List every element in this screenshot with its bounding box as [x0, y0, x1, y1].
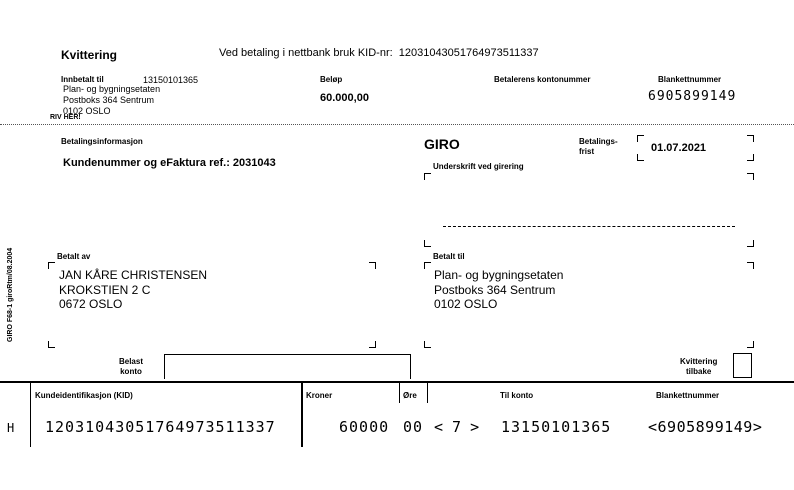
address-line: JAN KÅRE CHRISTENSEN [59, 268, 208, 282]
form-number-label: Blankettnummer [658, 75, 722, 84]
amount-label: Beløp [320, 75, 343, 84]
kid-label: Kundeidentifikasjon (KID) [35, 391, 133, 400]
paid-to-address [434, 268, 563, 312]
form-number-value: 6905899149 [648, 89, 737, 104]
kid-instruction [219, 47, 539, 59]
column-divider [399, 381, 400, 403]
address-line: KROKSTIEN 2 C [59, 282, 151, 297]
corner-mark [747, 154, 754, 161]
signature-label: Underskrift ved girering [433, 162, 524, 171]
debit-account-field[interactable] [164, 354, 411, 379]
debit-label-line: Belast [118, 357, 143, 366]
address-line: Plan- og bygningsetaten [63, 84, 161, 94]
paid-in-to-label: Innbetalt til [61, 75, 104, 84]
paid-by-label: Betalt av [57, 252, 91, 261]
receipt-back-checkbox[interactable] [733, 353, 752, 378]
receipt-back-label [680, 357, 717, 377]
payment-info-label: Betalingsinformasjon [61, 137, 143, 146]
amount-value: 60.000,00 [320, 92, 369, 104]
due-date-value: 01.07.2021 [651, 142, 707, 154]
due-date-label [579, 137, 618, 157]
paid-in-to-account: 13150101365 [143, 75, 199, 85]
corner-mark [369, 341, 376, 348]
h-mark: H [7, 421, 15, 435]
receipt-title: Kvittering [61, 48, 118, 62]
corner-mark [637, 135, 644, 142]
to-account-label: Til konto [500, 391, 534, 400]
giro-title: GIRO [424, 136, 460, 152]
due-label-line: frist [579, 147, 595, 156]
corner-mark [747, 135, 754, 142]
address-line: Postboks 364 Sentrum [434, 282, 556, 297]
kid-instruction-value: 12031043051764973511337 [398, 47, 539, 59]
kid-instruction-text: Ved betaling i nettbank bruk KID-nr: [219, 47, 393, 59]
bottom-strip-line [0, 381, 794, 383]
corner-mark [369, 262, 376, 269]
payer-account-label: Betalerens kontonummer [494, 75, 591, 84]
corner-mark [637, 154, 644, 161]
address-line: 0672 OSLO [59, 297, 123, 311]
column-divider [301, 381, 303, 447]
column-divider [30, 381, 31, 447]
ore-value: 00 [403, 418, 424, 436]
corner-mark [48, 341, 55, 348]
tear-line [0, 124, 794, 125]
corner-mark [424, 173, 431, 180]
debit-account-label [117, 357, 145, 377]
corner-mark [424, 262, 431, 269]
corner-mark [424, 240, 431, 247]
address-line: Plan- og bygningsetaten [434, 268, 564, 282]
corner-mark [747, 240, 754, 247]
paid-in-to-address [63, 84, 160, 117]
address-line: 0102 OSLO [434, 297, 498, 311]
bottom-form-number-label: Blankettnummer [656, 391, 720, 400]
ore-label: Øre [403, 391, 417, 400]
address-line: Postboks 364 Sentrum [63, 95, 155, 105]
column-divider [427, 381, 428, 403]
kroner-label: Kroner [306, 391, 333, 400]
debit-label-line: konto [120, 367, 142, 376]
receipt-back-line: Kvittering [680, 357, 718, 366]
to-account-value: 13150101365 [501, 418, 612, 436]
paid-to-label: Betalt til [433, 252, 465, 261]
check-digit: < 7 > [434, 418, 480, 436]
tear-here-label: RIV HER! [50, 114, 81, 121]
address-line: 0102 OSLO [63, 106, 111, 116]
receipt-back-line: tilbake [686, 367, 712, 376]
payment-info-value: Kundenummer og eFaktura ref.: 2031043 [63, 157, 276, 169]
corner-mark [747, 173, 754, 180]
due-label-line: Betalings- [579, 137, 618, 146]
form-side-text: GIRO F68-1 giroRtm/08.2004 [7, 247, 14, 342]
bottom-form-number-value: <6905899149> [648, 418, 763, 436]
corner-mark [48, 262, 55, 269]
paid-by-address [59, 268, 207, 312]
kroner-value: 60000 [339, 418, 390, 436]
signature-line[interactable] [443, 226, 735, 227]
corner-mark [747, 262, 754, 269]
corner-mark [424, 341, 431, 348]
corner-mark [747, 341, 754, 348]
kid-value: 12031043051764973511337 [45, 418, 276, 436]
